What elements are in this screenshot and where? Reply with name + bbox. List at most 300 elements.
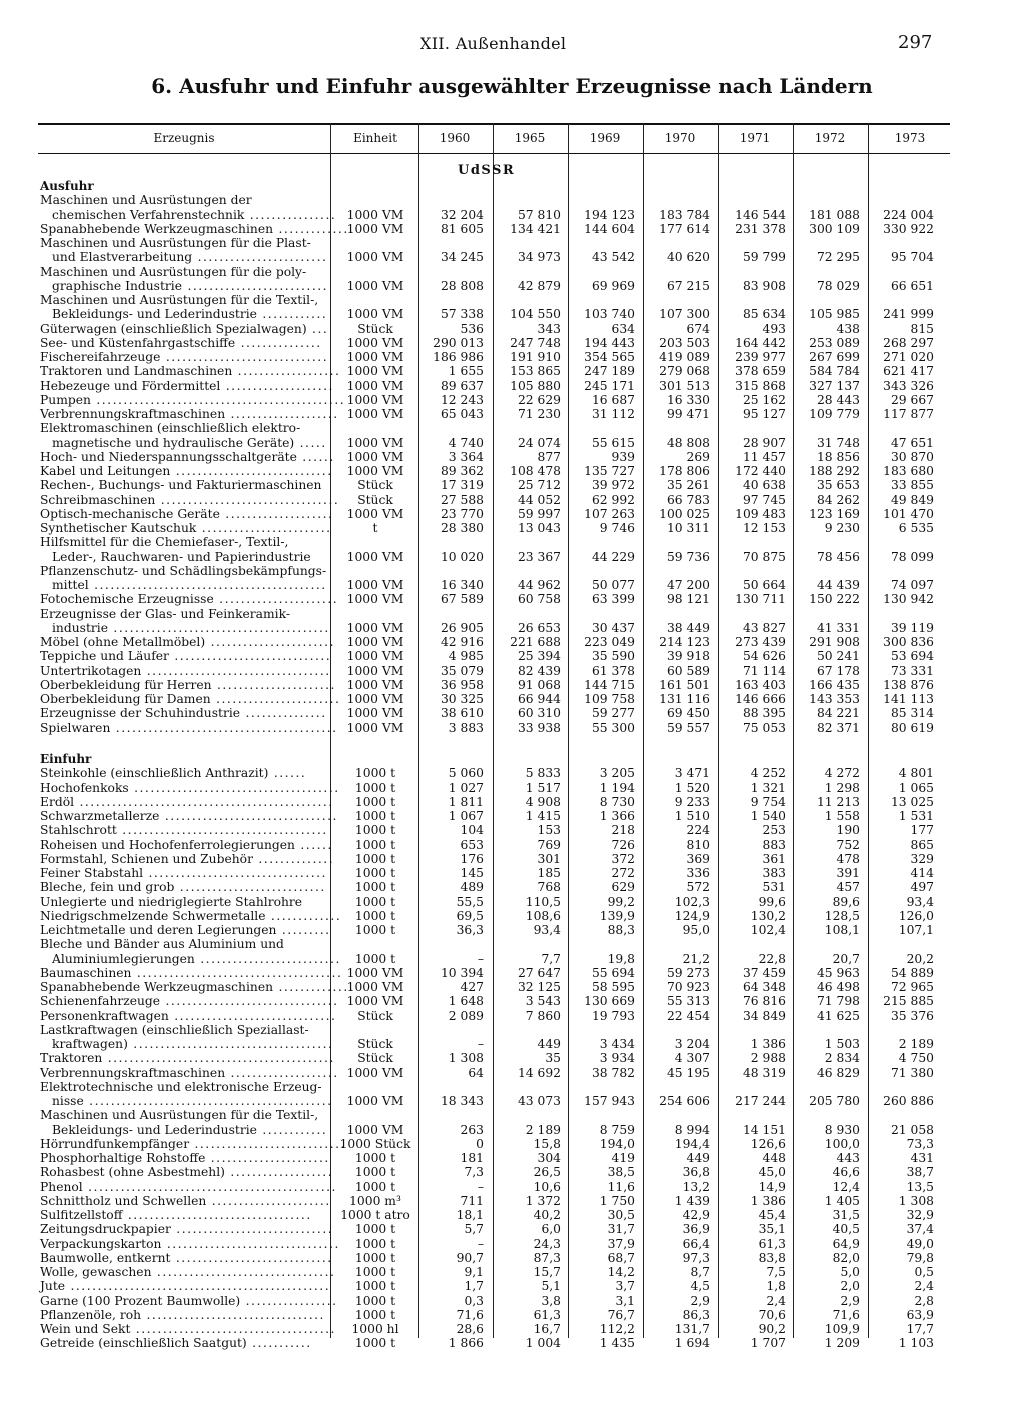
value-cell: 19 793	[591, 1008, 635, 1023]
value-cell: 54 626	[742, 649, 786, 664]
table-row	[0, 336, 1024, 350]
value-cell: 17 319	[440, 478, 484, 493]
value-cell: 1 366	[599, 809, 635, 823]
value-cell: 66 651	[890, 278, 934, 293]
value-cell: 163 403	[735, 677, 786, 692]
value-cell: 221 688	[510, 635, 561, 649]
value-cell: 144 604	[584, 221, 635, 236]
table-row	[0, 1336, 1024, 1350]
unit-cell: 1000 t	[354, 1236, 396, 1251]
value-cell: 145	[460, 866, 484, 880]
dot-leader: ................................................	[65, 1279, 331, 1294]
value-cell: 4 908	[525, 794, 561, 809]
value-cell: 23 367	[517, 549, 561, 564]
value-cell: 9,1	[464, 1265, 484, 1279]
value-cell: 6,0	[541, 1222, 561, 1237]
value-cell: 32 204	[440, 207, 484, 222]
value-cell: 146 544	[735, 207, 786, 222]
value-cell: 336	[686, 866, 710, 880]
value-cell: 1 503	[824, 1037, 860, 1051]
value-cell: 78 099	[890, 549, 934, 564]
dot-leader: ............................	[189, 1136, 346, 1151]
row-label: Pflanzenschutz- und Schädlingsbekämpfungs-	[40, 563, 327, 578]
value-cell: 531	[762, 880, 786, 895]
row-label: Hörrundfunkempfänger ............................	[40, 1136, 346, 1151]
dot-leader: .................	[240, 1293, 338, 1308]
value-cell: 55 694	[591, 965, 635, 980]
value-cell: 105 880	[510, 378, 561, 393]
row-label: Maschinen und Ausrüstungen für die Textil-,	[40, 293, 319, 307]
dot-leader: ..............................................	[90, 392, 346, 407]
dot-leader: ............	[256, 1122, 328, 1137]
table-row	[0, 721, 1024, 735]
value-cell: 5 060	[448, 766, 484, 781]
unit-cell: 1000 VM	[346, 706, 404, 721]
table-row	[0, 664, 1024, 678]
row-label: Untertrikotagen ..................................	[40, 663, 331, 678]
unit-cell: 1000 t	[354, 1336, 396, 1351]
value-cell: 372	[611, 851, 635, 866]
value-cell: 1 655	[448, 364, 484, 379]
value-cell: 1 194	[599, 780, 635, 795]
row-label: Sulfitzellstoff ..................................	[40, 1208, 312, 1222]
value-cell: 71,6	[456, 1307, 484, 1322]
table-row	[0, 1180, 1024, 1194]
value-cell: 30 437	[591, 620, 635, 635]
row-label: Maschinen und Ausrüstungen für die Plast-	[40, 236, 311, 250]
value-cell: 12,4	[832, 1179, 860, 1194]
value-cell: 37,9	[607, 1236, 635, 1251]
value-cell: 42,9	[682, 1208, 710, 1222]
table-row	[0, 621, 1024, 635]
unit-cell: 1000 VM	[346, 720, 404, 735]
dot-leader: .............................	[170, 1222, 334, 1237]
row-label: Rechen-, Buchungs- und Fakturiermaschinen	[40, 478, 322, 493]
value-cell: 101 470	[883, 506, 934, 521]
unit-cell: 1000 VM	[346, 207, 404, 222]
value-cell: 181	[460, 1151, 484, 1165]
value-cell: 634	[611, 321, 635, 336]
value-cell: 46 498	[816, 980, 860, 994]
value-cell: 40,5	[832, 1222, 860, 1237]
dot-leader: .............................................	[83, 1094, 333, 1108]
value-cell: 49 849	[890, 492, 934, 507]
value-cell: 81 605	[440, 221, 484, 236]
dot-leader: ................................	[159, 809, 338, 823]
value-cell: 13 025	[890, 794, 934, 809]
table-row	[0, 1165, 1024, 1179]
value-cell: 70,6	[758, 1307, 786, 1322]
value-cell: 203 503	[659, 335, 710, 350]
value-cell: 47 651	[890, 435, 934, 450]
value-cell: 178 806	[659, 464, 710, 478]
dot-leader: .....	[294, 435, 327, 450]
table-row	[0, 436, 1024, 450]
value-cell: 28 808	[440, 278, 484, 293]
value-cell: 10 311	[666, 521, 710, 535]
row-label: mittel ...........................................	[52, 578, 327, 592]
table-row	[0, 1251, 1024, 1265]
unit-cell: 1000 VM	[346, 677, 404, 692]
row-label: Schienenfahrzeuge ................................	[40, 994, 339, 1009]
value-cell: 1,7	[464, 1279, 484, 1294]
row-label: Roheisen und Hochofenferrolegierungen ......	[40, 837, 333, 852]
unit-cell: 1000 t	[354, 1265, 396, 1279]
value-cell: 109 483	[735, 506, 786, 521]
value-cell: 1 386	[750, 1037, 786, 1051]
value-cell: 1 209	[824, 1336, 860, 1351]
unit-cell: 1000 t	[354, 951, 396, 966]
table-row	[0, 952, 1024, 966]
dot-leader: .................................	[151, 1265, 336, 1279]
table-row	[0, 1066, 1024, 1080]
value-cell: 214 123	[659, 635, 710, 649]
value-cell: 19,8	[607, 951, 635, 966]
table-row	[0, 809, 1024, 823]
table-row	[0, 407, 1024, 421]
column-header-year: 1960	[439, 131, 471, 145]
value-cell: 939	[611, 449, 635, 464]
value-cell: 102,3	[674, 894, 710, 909]
table-row	[0, 250, 1024, 264]
value-cell: 13,2	[682, 1179, 710, 1194]
column-header-erzeugnis: Erzeugnis	[153, 131, 215, 145]
row-label: Niedrigschmelzende Schwermetalle .............	[40, 908, 342, 923]
value-cell: 815	[910, 321, 934, 336]
value-cell: 59 799	[742, 250, 786, 265]
value-cell: 14 692	[517, 1065, 561, 1080]
table-row	[0, 208, 1024, 222]
value-cell: 138 876	[883, 677, 934, 692]
unit-cell: 1000 VM	[346, 635, 404, 649]
value-cell: 45,4	[758, 1208, 786, 1222]
value-cell: 67 589	[440, 592, 484, 607]
value-cell: 1 694	[674, 1336, 710, 1351]
column-header-year: 1965	[514, 131, 546, 145]
value-cell: 71 114	[742, 663, 786, 678]
value-cell: 536	[460, 321, 484, 336]
value-cell: 18 343	[440, 1094, 484, 1108]
value-cell: 68,7	[607, 1250, 635, 1265]
value-cell: 1 648	[448, 994, 484, 1009]
value-cell: 55 615	[591, 435, 635, 450]
value-cell: 44 229	[591, 549, 635, 564]
row-label: Schreibmaschinen .................................	[40, 492, 340, 507]
unit-cell: 1000 t	[354, 823, 396, 838]
value-cell: 12 153	[742, 521, 786, 535]
value-cell: 80 619	[890, 720, 934, 735]
row-label: Verbrennungskraftmaschinen ....................	[40, 407, 339, 421]
value-cell: 37 459	[742, 965, 786, 980]
value-cell: 82 439	[517, 663, 561, 678]
value-cell: 2,4	[914, 1279, 934, 1294]
value-cell: 478	[836, 851, 860, 866]
value-cell: 75 053	[742, 720, 786, 735]
row-label: Zeitungsdruckpapier .............................	[40, 1222, 334, 1237]
dot-leader: ........................	[192, 250, 328, 265]
value-cell: 31 112	[591, 407, 635, 421]
table-row	[0, 895, 1024, 909]
row-label: Stahlschrott ......................................	[40, 823, 328, 838]
value-cell: 57 810	[517, 207, 561, 222]
value-cell: 61,3	[758, 1236, 786, 1251]
value-cell: 449	[686, 1151, 710, 1165]
value-cell: 82 371	[816, 720, 860, 735]
value-cell: 181 088	[809, 207, 860, 222]
dot-leader: .................................	[143, 866, 327, 880]
row-label: Feiner Stabstahl .................................	[40, 866, 327, 880]
value-cell: 4 272	[824, 766, 860, 781]
value-cell: 44 439	[816, 578, 860, 592]
value-cell: 31,7	[607, 1222, 635, 1237]
dot-leader: ...............	[235, 335, 322, 350]
value-cell: 1 065	[898, 780, 934, 795]
value-cell: 183 784	[659, 207, 710, 222]
table-row	[0, 980, 1024, 994]
value-cell: 35 653	[816, 478, 860, 493]
value-cell: 38,5	[607, 1165, 635, 1180]
unit-cell: 1000 VM	[346, 307, 404, 322]
value-cell: 33 855	[890, 478, 934, 493]
unit-cell: Stück	[357, 1051, 393, 1066]
value-cell: 76 816	[742, 994, 786, 1009]
value-cell: 59 557	[666, 720, 710, 735]
value-cell: 18 856	[816, 449, 860, 464]
row-label: Steinkohle (einschließlich Anthrazit) ......	[40, 766, 307, 781]
value-cell: 27 588	[440, 492, 484, 507]
value-cell: 64	[468, 1065, 484, 1080]
row-label: Schnittholz und Schwellen ......................	[40, 1193, 331, 1208]
value-cell: 39 972	[591, 478, 635, 493]
value-cell: 37,4	[906, 1222, 934, 1237]
value-cell: 130 669	[584, 994, 635, 1009]
value-cell: 105 985	[809, 307, 860, 322]
value-cell: 223 049	[584, 635, 635, 649]
value-cell: 3,1	[615, 1293, 635, 1308]
dot-leader: ...............	[240, 706, 327, 721]
unit-cell: t	[372, 521, 378, 535]
value-cell: 84 262	[816, 492, 860, 507]
value-cell: 768	[537, 880, 561, 895]
value-cell: 33 938	[517, 720, 561, 735]
table-row	[0, 507, 1024, 521]
value-cell: 22,8	[758, 951, 786, 966]
dot-leader: ...............................................	[74, 794, 334, 809]
table-row	[0, 521, 1024, 535]
value-cell: 112,2	[599, 1322, 635, 1336]
value-cell: 141 113	[883, 692, 934, 706]
page-number: 297	[898, 32, 933, 53]
value-cell: 30 870	[890, 449, 934, 464]
value-cell: 70 875	[742, 549, 786, 564]
value-cell: 91 068	[517, 677, 561, 692]
row-label: See- und Küstenfahrgastschiffe ...............	[40, 335, 322, 350]
value-cell: 95 704	[890, 250, 934, 265]
dot-leader: ..............................	[168, 1008, 337, 1023]
value-cell: 150 222	[809, 592, 860, 607]
row-label: Wein und Sekt .....................................	[40, 1322, 336, 1336]
value-cell: 1 308	[898, 1193, 934, 1208]
country-label: UdSSR	[458, 163, 516, 178]
value-cell: 177 614	[659, 221, 710, 236]
row-label: Getreide (einschließlich Saatgut) ...........	[40, 1336, 312, 1351]
value-cell: 330 922	[883, 221, 934, 236]
value-cell: 2 834	[824, 1051, 860, 1066]
value-cell: 3 434	[599, 1037, 635, 1051]
value-cell: 48 319	[742, 1065, 786, 1080]
value-cell: 674	[686, 321, 710, 336]
value-cell: 109 779	[809, 407, 860, 421]
unit-cell: 1000 t	[354, 851, 396, 866]
value-cell: 87,3	[533, 1250, 561, 1265]
value-cell: 457	[836, 880, 860, 895]
value-cell: 190	[836, 823, 860, 838]
value-cell: 16 330	[666, 392, 710, 407]
value-cell: 28 443	[816, 392, 860, 407]
value-cell: 36,9	[682, 1222, 710, 1237]
value-cell: 7,5	[766, 1265, 786, 1279]
value-cell: 57 338	[440, 307, 484, 322]
value-cell: 86,3	[682, 1307, 710, 1322]
row-label: Fotochemische Erzeugnisse ......................	[40, 592, 339, 607]
value-cell: 10 394	[440, 965, 484, 980]
dot-leader: ...................	[232, 364, 341, 379]
unit-cell: 1000 VM	[346, 1122, 404, 1137]
row-label: Kabel und Leitungen .............................	[40, 464, 333, 478]
value-cell: 1 386	[750, 1193, 786, 1208]
value-cell: –	[477, 1236, 484, 1251]
unit-cell: 1000 t	[354, 1279, 396, 1294]
table-row	[0, 379, 1024, 393]
value-cell: 20,2	[906, 951, 934, 966]
value-cell: 139,9	[599, 908, 635, 923]
value-cell: 47 200	[666, 578, 710, 592]
value-cell: 2,8	[914, 1293, 934, 1308]
value-cell: –	[477, 1037, 484, 1051]
value-cell: 95 127	[742, 407, 786, 421]
value-cell: 24,3	[533, 1236, 561, 1251]
value-cell: 194 443	[584, 335, 635, 350]
value-cell: 103 740	[584, 307, 635, 322]
table-row	[0, 1237, 1024, 1251]
value-cell: 14 151	[742, 1122, 786, 1137]
dot-leader: ..........................	[194, 951, 341, 966]
table-row	[0, 1123, 1024, 1137]
unit-cell: 1000 VM	[346, 221, 404, 236]
unit-cell: 1000 VM	[346, 435, 404, 450]
dot-leader: ......	[296, 449, 335, 464]
value-cell: 85 314	[890, 706, 934, 721]
value-cell: 9 754	[750, 794, 786, 809]
value-cell: 1 517	[525, 780, 561, 795]
dot-leader: ........................	[196, 521, 332, 535]
unit-cell: 1000 VM	[346, 350, 404, 364]
table-row	[0, 1151, 1024, 1165]
value-cell: 32 125	[517, 980, 561, 994]
value-cell: 271 020	[883, 350, 934, 364]
value-cell: 85 634	[742, 307, 786, 322]
row-label: Lastkraftwagen (einschließlich Speziallast-	[40, 1022, 309, 1037]
row-label: Elektromaschinen (einschließlich elektro-	[40, 421, 301, 436]
value-cell: 84 221	[816, 706, 860, 721]
value-cell: 126,0	[898, 908, 934, 923]
value-cell: 1 103	[898, 1336, 934, 1351]
unit-cell: 1000 t	[354, 837, 396, 852]
value-cell: 161 501	[659, 677, 710, 692]
value-cell: 2 189	[898, 1037, 934, 1051]
table-row	[0, 450, 1024, 464]
column-header-einheit: Einheit	[353, 131, 397, 145]
unit-cell: 1000 t	[354, 794, 396, 809]
dot-leader: ................	[244, 207, 337, 222]
table-row	[0, 1322, 1024, 1336]
unit-cell: 1000 VM	[346, 592, 404, 607]
value-cell: 26 905	[440, 620, 484, 635]
unit-cell: 1000 t	[354, 1250, 396, 1265]
value-cell: 241 999	[883, 307, 934, 322]
value-cell: 32,9	[906, 1208, 934, 1222]
value-cell: 172 440	[735, 464, 786, 478]
value-cell: 78 456	[816, 549, 860, 564]
value-cell: 1 510	[674, 809, 710, 823]
value-cell: 8 759	[599, 1122, 635, 1137]
value-cell: 88,3	[607, 923, 635, 937]
value-cell: 71 380	[890, 1065, 934, 1080]
row-label: Unlegierte und niedriglegierte Stahlrohre	[40, 894, 303, 909]
value-cell: 83 908	[742, 278, 786, 293]
value-cell: 185	[537, 866, 561, 880]
unit-cell: 1000 VM	[346, 506, 404, 521]
dot-leader: ................................	[161, 1236, 340, 1251]
value-cell: 3 205	[599, 766, 635, 781]
value-cell: 383	[762, 866, 786, 880]
value-cell: 20,7	[832, 951, 860, 966]
value-cell: 107,1	[898, 923, 934, 937]
dot-leader: .......................	[210, 692, 341, 706]
value-cell: 877	[537, 449, 561, 464]
table-row	[0, 795, 1024, 809]
value-cell: 54 889	[890, 965, 934, 980]
value-cell: 130 942	[883, 592, 934, 607]
value-cell: 3,8	[541, 1293, 561, 1308]
value-cell: 14,9	[758, 1179, 786, 1194]
value-cell: 7,7	[541, 951, 561, 966]
unit-cell: 1000 VM	[346, 965, 404, 980]
value-cell: 48 808	[666, 435, 710, 450]
value-cell: 1 405	[824, 1193, 860, 1208]
value-cell: 8 994	[674, 1122, 710, 1137]
value-cell: 572	[686, 880, 710, 895]
value-cell: 8 930	[824, 1122, 860, 1137]
dot-leader: ......	[268, 766, 307, 781]
column-header-year: 1971	[739, 131, 771, 145]
table-row	[0, 706, 1024, 720]
value-cell: 67 178	[816, 663, 860, 678]
value-cell: 63 399	[591, 592, 635, 607]
value-cell: 15,7	[533, 1265, 561, 1279]
dot-leader: .........................................	[110, 720, 338, 735]
row-label: chemischen Verfahrenstechnik ................	[52, 207, 337, 222]
value-cell: 269	[686, 449, 710, 464]
unit-cell: 1000 VM	[346, 578, 404, 592]
row-label: graphische Industrie ..........................	[52, 278, 329, 293]
value-cell: 66 783	[666, 492, 710, 507]
value-cell: 35	[545, 1051, 561, 1066]
value-cell: 2 189	[525, 1122, 561, 1137]
value-cell: 109,9	[824, 1322, 860, 1336]
row-label: und Elastverarbeitung ........................	[52, 250, 328, 265]
dot-leader: ....................	[225, 407, 339, 421]
